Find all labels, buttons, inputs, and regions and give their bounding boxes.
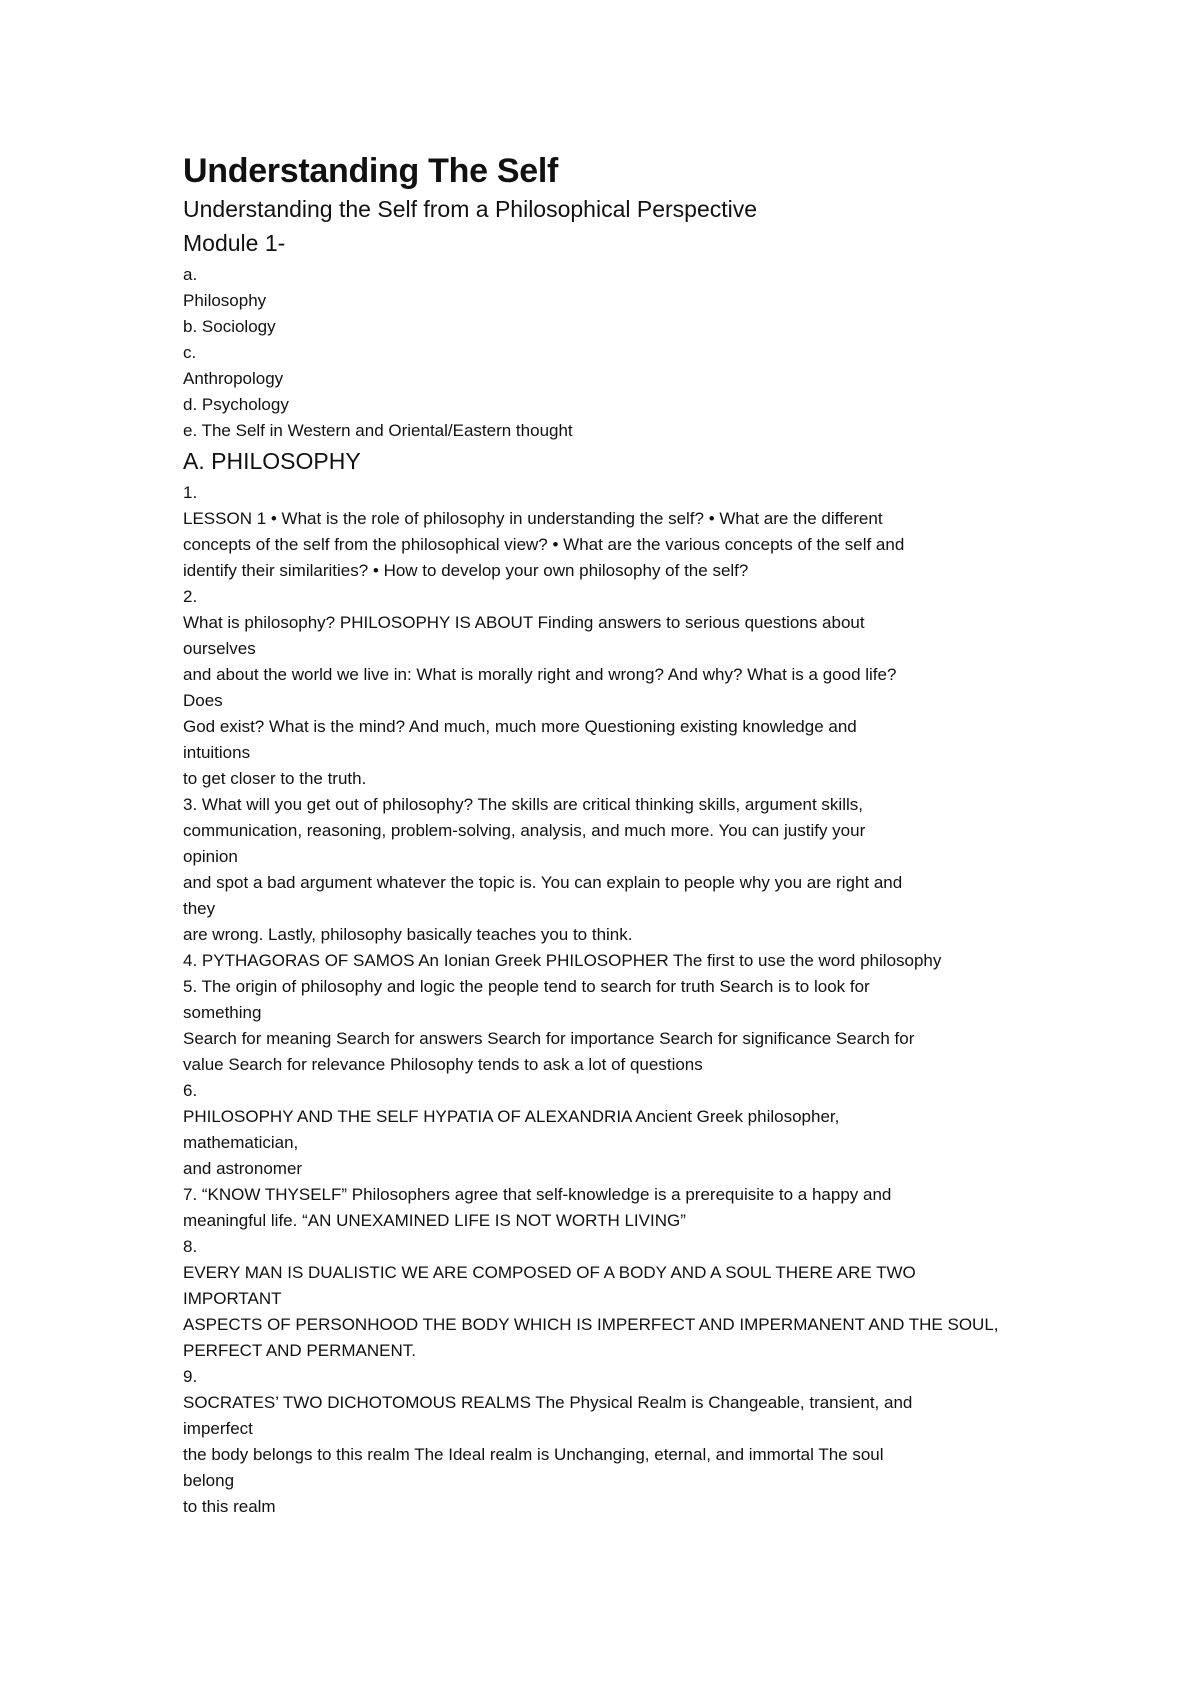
outline-line: a. bbox=[183, 265, 198, 284]
body-line: the body belongs to this realm The Ideal realm is Unchanging, eternal, and immortal The soul bbox=[183, 1445, 884, 1464]
body-line: 8. bbox=[183, 1237, 198, 1256]
outline-line: b. Sociology bbox=[183, 317, 276, 336]
body-line: LESSON 1 • What is the role of philosophy in understanding the self? • What are the different bbox=[183, 509, 883, 528]
body-line: value Search for relevance Philosophy tends to ask a lot of questions bbox=[183, 1055, 703, 1074]
outline-line: c. bbox=[183, 343, 197, 362]
body-line: belong bbox=[183, 1471, 235, 1490]
outline-line: Anthropology bbox=[183, 369, 284, 388]
body-line: identify their similarities? • How to develop your own philosophy of the self? bbox=[183, 561, 749, 580]
body-line: imperfect bbox=[183, 1419, 253, 1438]
body-line: ourselves bbox=[183, 639, 256, 658]
body-line: IMPORTANT bbox=[183, 1289, 282, 1308]
body-line: 2. bbox=[183, 587, 198, 606]
body-line: SOCRATES’ TWO DICHOTOMOUS REALMS The Physical Realm is Changeable, transient, and bbox=[183, 1393, 913, 1412]
body-line: ASPECTS OF PERSONHOOD THE BODY WHICH IS IMPERFECT AND IMPERMANENT AND THE SOUL, bbox=[183, 1315, 999, 1334]
body-line: and spot a bad argument whatever the topic is. You can explain to people why you are right and bbox=[183, 873, 903, 892]
body-line: mathematician, bbox=[183, 1133, 299, 1152]
document-title: Understanding The Self bbox=[183, 152, 558, 190]
body-line: 1. bbox=[183, 483, 198, 502]
body-line: something bbox=[183, 1003, 262, 1022]
body-line: 7. “KNOW THYSELF” Philosophers agree that self-knowledge is a prerequisite to a happy and bbox=[183, 1185, 892, 1204]
body-line: Search for meaning Search for answers Search for importance Search for significance Search for bbox=[183, 1029, 915, 1048]
body-line: Does bbox=[183, 691, 223, 710]
body-line: God exist? What is the mind? And much, much more Questioning existing knowledge and bbox=[183, 717, 857, 736]
body-line: concepts of the self from the philosophical view? • What are the various concepts of the self and bbox=[183, 535, 905, 554]
body-line: PERFECT AND PERMANENT. bbox=[183, 1341, 417, 1360]
topic-outline bbox=[183, 262, 1050, 444]
document-body bbox=[183, 480, 1050, 1520]
body-line: to get closer to the truth. bbox=[183, 769, 367, 788]
body-line: are wrong. Lastly, philosophy basically teaches you to think. bbox=[183, 925, 633, 944]
body-line: PHILOSOPHY AND THE SELF HYPATIA OF ALEXANDRIA Ancient Greek philosopher, bbox=[183, 1107, 840, 1126]
body-line: 9. bbox=[183, 1367, 198, 1386]
body-line: 4. PYTHAGORAS OF SAMOS An Ionian Greek PHILOSOPHER The first to use the word philosophy bbox=[183, 951, 942, 970]
body-line: and about the world we live in: What is morally right and wrong? And why? What is a good life? bbox=[183, 665, 897, 684]
body-line: What is philosophy? PHILOSOPHY IS ABOUT Finding answers to serious questions about bbox=[183, 613, 865, 632]
outline-line: d. Psychology bbox=[183, 395, 289, 414]
body-line: 3. What will you get out of philosophy? The skills are critical thinking skills, argument skills, bbox=[183, 795, 863, 814]
body-line: EVERY MAN IS DUALISTIC WE ARE COMPOSED OF A BODY AND A SOUL THERE ARE TWO bbox=[183, 1263, 916, 1282]
module-heading: Module 1- bbox=[183, 230, 286, 256]
body-line: meaningful life. “AN UNEXAMINED LIFE IS NOT WORTH LIVING” bbox=[183, 1211, 686, 1230]
body-line: intuitions bbox=[183, 743, 251, 762]
body-line: 5. The origin of philosophy and logic the people tend to search for truth Search is to look for bbox=[183, 977, 870, 996]
body-line: communication, reasoning, problem-solving, analysis, and much more. You can justify your bbox=[183, 821, 866, 840]
body-line: 6. bbox=[183, 1081, 198, 1100]
document-subtitle: Understanding the Self from a Philosophical Perspective bbox=[183, 196, 758, 222]
body-line: to this realm bbox=[183, 1497, 276, 1516]
body-line: they bbox=[183, 899, 216, 918]
body-line: and astronomer bbox=[183, 1159, 303, 1178]
section-heading: A. PHILOSOPHY bbox=[183, 448, 361, 474]
outline-line: Philosophy bbox=[183, 291, 267, 310]
outline-line: e. The Self in Western and Oriental/Eastern thought bbox=[183, 421, 573, 440]
body-line: opinion bbox=[183, 847, 238, 866]
